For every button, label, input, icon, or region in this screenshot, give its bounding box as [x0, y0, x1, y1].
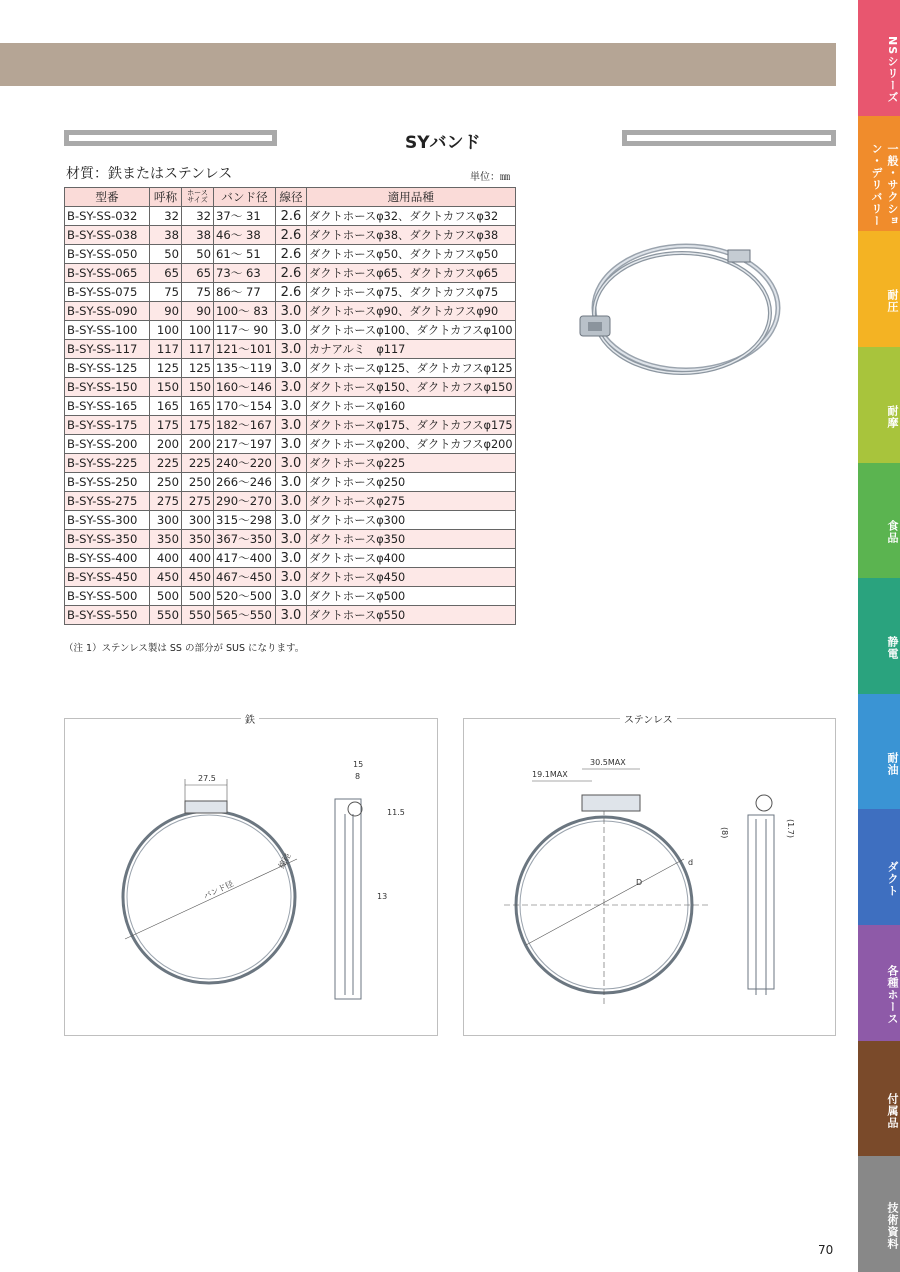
table-cell: 175: [150, 416, 182, 435]
iron-dim-width: 27.5: [198, 774, 216, 783]
table-row: [65, 587, 516, 606]
iron-drawing-box: [64, 715, 438, 1036]
table-cell: B-SY-SS-075: [65, 283, 150, 302]
stainless-drawing-box: [463, 715, 836, 1036]
table-row: [65, 302, 516, 321]
table-cell: 565～550: [214, 606, 276, 625]
table-row: [65, 435, 516, 454]
table-cell: B-SY-SS-117: [65, 340, 150, 359]
table-cell: ダクトホースφ450: [307, 568, 516, 587]
table-cell: 225: [182, 454, 214, 473]
iron-wire-dia-label: 線径: [276, 851, 293, 870]
table-cell: カナアルミ φ117: [307, 340, 516, 359]
iron-dim-11-5: 11.5: [387, 808, 405, 817]
table-cell: ダクトホースφ50、ダクトカフスφ50: [307, 245, 516, 264]
table-cell: ダクトホースφ38、ダクトカフスφ38: [307, 226, 516, 245]
side-tab[interactable]: 耐油: [858, 694, 900, 810]
table-cell: 467～450: [214, 568, 276, 587]
table-cell: B-SY-SS-090: [65, 302, 150, 321]
table-cell: B-SY-SS-125: [65, 359, 150, 378]
table-cell: 500: [182, 587, 214, 606]
top-color-band: [0, 43, 836, 86]
table-cell: 500: [150, 587, 182, 606]
stainless-dim-30-5: 30.5MAX: [590, 758, 626, 767]
stainless-dim-19-1: 19.1MAX: [532, 770, 568, 779]
table-cell: 100: [150, 321, 182, 340]
table-row: [65, 207, 516, 226]
stainless-drawing-label: ステンレス: [620, 711, 677, 726]
table-cell: B-SY-SS-100: [65, 321, 150, 340]
table-cell: 400: [182, 549, 214, 568]
table-cell: 2.6: [276, 226, 307, 245]
table-cell: 3.0: [276, 321, 307, 340]
table-cell: B-SY-SS-065: [65, 264, 150, 283]
table-row: [65, 549, 516, 568]
table-row: [65, 283, 516, 302]
table-row: [65, 397, 516, 416]
table-row: [65, 245, 516, 264]
table-cell: 300: [182, 511, 214, 530]
table-cell: 3.0: [276, 397, 307, 416]
table-cell: B-SY-SS-500: [65, 587, 150, 606]
table-cell: B-SY-SS-200: [65, 435, 150, 454]
table-cell: 165: [150, 397, 182, 416]
band-product-photo: [578, 230, 788, 390]
side-tab[interactable]: 耐摩: [858, 347, 900, 463]
table-cell: 75: [182, 283, 214, 302]
table-cell: B-SY-SS-400: [65, 549, 150, 568]
table-cell: ダクトホースφ550: [307, 606, 516, 625]
table-cell: B-SY-SS-175: [65, 416, 150, 435]
table-cell: 217～197: [214, 435, 276, 454]
stainless-dim-1-7: (1.7): [786, 819, 795, 838]
table-cell: 266～246: [214, 473, 276, 492]
stainless-dim-D: D: [636, 878, 643, 887]
table-cell: 90: [182, 302, 214, 321]
table-cell: 121～101: [214, 340, 276, 359]
table-row: [65, 511, 516, 530]
table-cell: ダクトホースφ275: [307, 492, 516, 511]
table-cell: ダクトホースφ300: [307, 511, 516, 530]
side-tab[interactable]: 静電: [858, 578, 900, 694]
table-cell: ダクトホースφ125、ダクトカフスφ125: [307, 359, 516, 378]
table-cell: 250: [150, 473, 182, 492]
title-bar-right: [622, 130, 836, 146]
spec-table: [64, 187, 516, 625]
table-cell: 3.0: [276, 568, 307, 587]
header-model: 型番: [65, 188, 150, 207]
side-tab[interactable]: 食品: [858, 463, 900, 579]
table-row: [65, 473, 516, 492]
table-cell: 3.0: [276, 378, 307, 397]
table-cell: 3.0: [276, 492, 307, 511]
table-cell: 250: [182, 473, 214, 492]
table-cell: ダクトホースφ350: [307, 530, 516, 549]
table-cell: 300: [150, 511, 182, 530]
table-cell: B-SY-SS-165: [65, 397, 150, 416]
table-cell: 240～220: [214, 454, 276, 473]
table-cell: ダクトホースφ32、ダクトカフスφ32: [307, 207, 516, 226]
table-cell: ダクトホースφ175、ダクトカフスφ175: [307, 416, 516, 435]
side-tab[interactable]: 付属品: [858, 1041, 900, 1157]
table-cell: 32: [182, 207, 214, 226]
title-bar-left: [64, 130, 277, 146]
side-tab[interactable]: ダクト: [858, 809, 900, 925]
table-cell: 2.6: [276, 264, 307, 283]
table-cell: B-SY-SS-450: [65, 568, 150, 587]
table-row: [65, 226, 516, 245]
table-cell: 350: [150, 530, 182, 549]
table-cell: 90: [150, 302, 182, 321]
side-tab[interactable]: 耐圧: [858, 231, 900, 347]
table-cell: 200: [150, 435, 182, 454]
table-cell: B-SY-SS-550: [65, 606, 150, 625]
header-band-dia: バンド径: [214, 188, 276, 207]
table-cell: B-SY-SS-275: [65, 492, 150, 511]
table-cell: B-SY-SS-050: [65, 245, 150, 264]
table-cell: 46～ 38: [214, 226, 276, 245]
side-tab[interactable]: 一般・サクション・デリバリー: [858, 116, 900, 232]
table-cell: 400: [150, 549, 182, 568]
table-cell: 2.6: [276, 283, 307, 302]
header-nominal: 呼称: [150, 188, 182, 207]
stainless-dim-8: (8): [720, 827, 729, 839]
table-cell: 73～ 63: [214, 264, 276, 283]
table-cell: 32: [150, 207, 182, 226]
table-cell: 182～167: [214, 416, 276, 435]
table-cell: 2.6: [276, 207, 307, 226]
table-row: [65, 454, 516, 473]
table-cell: 86～ 77: [214, 283, 276, 302]
table-cell: ダクトホースφ225: [307, 454, 516, 473]
table-cell: 61～ 51: [214, 245, 276, 264]
table-cell: 165: [182, 397, 214, 416]
table-cell: 3.0: [276, 435, 307, 454]
table-cell: 225: [150, 454, 182, 473]
table-cell: 520～500: [214, 587, 276, 606]
table-cell: 450: [182, 568, 214, 587]
table-row: [65, 606, 516, 625]
table-cell: 38: [150, 226, 182, 245]
unit-label: 単位：㎜: [470, 172, 510, 183]
table-cell: 350: [182, 530, 214, 549]
table-cell: 3.0: [276, 340, 307, 359]
table-cell: 3.0: [276, 359, 307, 378]
table-row: [65, 568, 516, 587]
header-wire-dia: 線径: [276, 188, 307, 207]
stainless-band-drawing: [464, 719, 835, 1035]
header-applicable: 適用品種: [307, 188, 516, 207]
table-cell: 125: [150, 359, 182, 378]
table-row: [65, 321, 516, 340]
table-cell: 3.0: [276, 302, 307, 321]
side-tab[interactable]: 技術資料: [858, 1156, 900, 1272]
table-cell: 75: [150, 283, 182, 302]
table-cell: 100: [182, 321, 214, 340]
material-label: 材質：鉄またはステンレス: [66, 166, 233, 182]
table-cell: 175: [182, 416, 214, 435]
table-cell: 150: [150, 378, 182, 397]
table-row: [65, 264, 516, 283]
table-cell: ダクトホースφ65、ダクトカフスφ65: [307, 264, 516, 283]
page-number: 70: [818, 1243, 834, 1257]
table-cell: 3.0: [276, 511, 307, 530]
side-index-tabs: [858, 0, 900, 1272]
table-cell: ダクトホースφ200、ダクトカフスφ200: [307, 435, 516, 454]
iron-dim-15: 15: [353, 760, 364, 769]
table-cell: 3.0: [276, 530, 307, 549]
side-tab[interactable]: 各種ホース: [858, 925, 900, 1041]
table-row: [65, 359, 516, 378]
table-cell: 275: [182, 492, 214, 511]
table-cell: ダクトホースφ150、ダクトカフスφ150: [307, 378, 516, 397]
table-cell: 3.0: [276, 587, 307, 606]
table-cell: ダクトホースφ500: [307, 587, 516, 606]
table-cell: B-SY-SS-250: [65, 473, 150, 492]
table-cell: 3.0: [276, 473, 307, 492]
iron-drawing-label: 鉄: [241, 711, 259, 726]
table-cell: ダクトホースφ160: [307, 397, 516, 416]
table-cell: 125: [182, 359, 214, 378]
table-cell: 315～298: [214, 511, 276, 530]
table-row: [65, 530, 516, 549]
table-cell: 3.0: [276, 606, 307, 625]
table-cell: 290～270: [214, 492, 276, 511]
table-cell: 417～400: [214, 549, 276, 568]
table-cell: 550: [150, 606, 182, 625]
table-row: [65, 340, 516, 359]
table-cell: B-SY-SS-350: [65, 530, 150, 549]
table-cell: 160～146: [214, 378, 276, 397]
table-cell: 3.0: [276, 416, 307, 435]
table-cell: 37～ 31: [214, 207, 276, 226]
table-cell: 200: [182, 435, 214, 454]
table-cell: 135～119: [214, 359, 276, 378]
table-cell: 3.0: [276, 549, 307, 568]
table-cell: 3.0: [276, 454, 307, 473]
table-row: [65, 492, 516, 511]
table-cell: B-SY-SS-038: [65, 226, 150, 245]
table-cell: 550: [182, 606, 214, 625]
table-cell: B-SY-SS-300: [65, 511, 150, 530]
side-tab[interactable]: NSシリーズ: [858, 0, 900, 116]
table-cell: B-SY-SS-032: [65, 207, 150, 226]
page-title: SYバンド: [405, 133, 481, 153]
table-cell: ダクトホースφ250: [307, 473, 516, 492]
table-cell: ダクトホースφ90、ダクトカフスφ90: [307, 302, 516, 321]
table-cell: 367～350: [214, 530, 276, 549]
table-cell: 50: [182, 245, 214, 264]
table-cell: ダクトホースφ75、ダクトカフスφ75: [307, 283, 516, 302]
table-cell: 38: [182, 226, 214, 245]
table-cell: 117～ 90: [214, 321, 276, 340]
table-cell: 65: [150, 264, 182, 283]
table-cell: ダクトホースφ400: [307, 549, 516, 568]
table-cell: 150: [182, 378, 214, 397]
footnote: （注 1）ステンレス製は SS の部分が SUS になります。: [64, 643, 305, 654]
iron-dim-8: 8: [355, 772, 361, 781]
table-cell: 117: [182, 340, 214, 359]
table-cell: 170～154: [214, 397, 276, 416]
header-hose-size: ホース サイズ: [182, 188, 214, 207]
iron-band-dia-label: バンド径: [202, 879, 235, 901]
iron-dim-13: 13: [377, 892, 388, 901]
stainless-dim-d: d: [688, 858, 694, 867]
table-row: [65, 416, 516, 435]
table-header-row: [65, 188, 516, 207]
table-cell: 2.6: [276, 245, 307, 264]
table-cell: B-SY-SS-150: [65, 378, 150, 397]
table-cell: 65: [182, 264, 214, 283]
iron-band-drawing: [65, 719, 437, 1035]
table-cell: ダクトホースφ100、ダクトカフスφ100: [307, 321, 516, 340]
table-cell: 117: [150, 340, 182, 359]
table-cell: B-SY-SS-225: [65, 454, 150, 473]
table-cell: 50: [150, 245, 182, 264]
table-cell: 450: [150, 568, 182, 587]
table-row: [65, 378, 516, 397]
table-cell: 275: [150, 492, 182, 511]
table-cell: 100～ 83: [214, 302, 276, 321]
